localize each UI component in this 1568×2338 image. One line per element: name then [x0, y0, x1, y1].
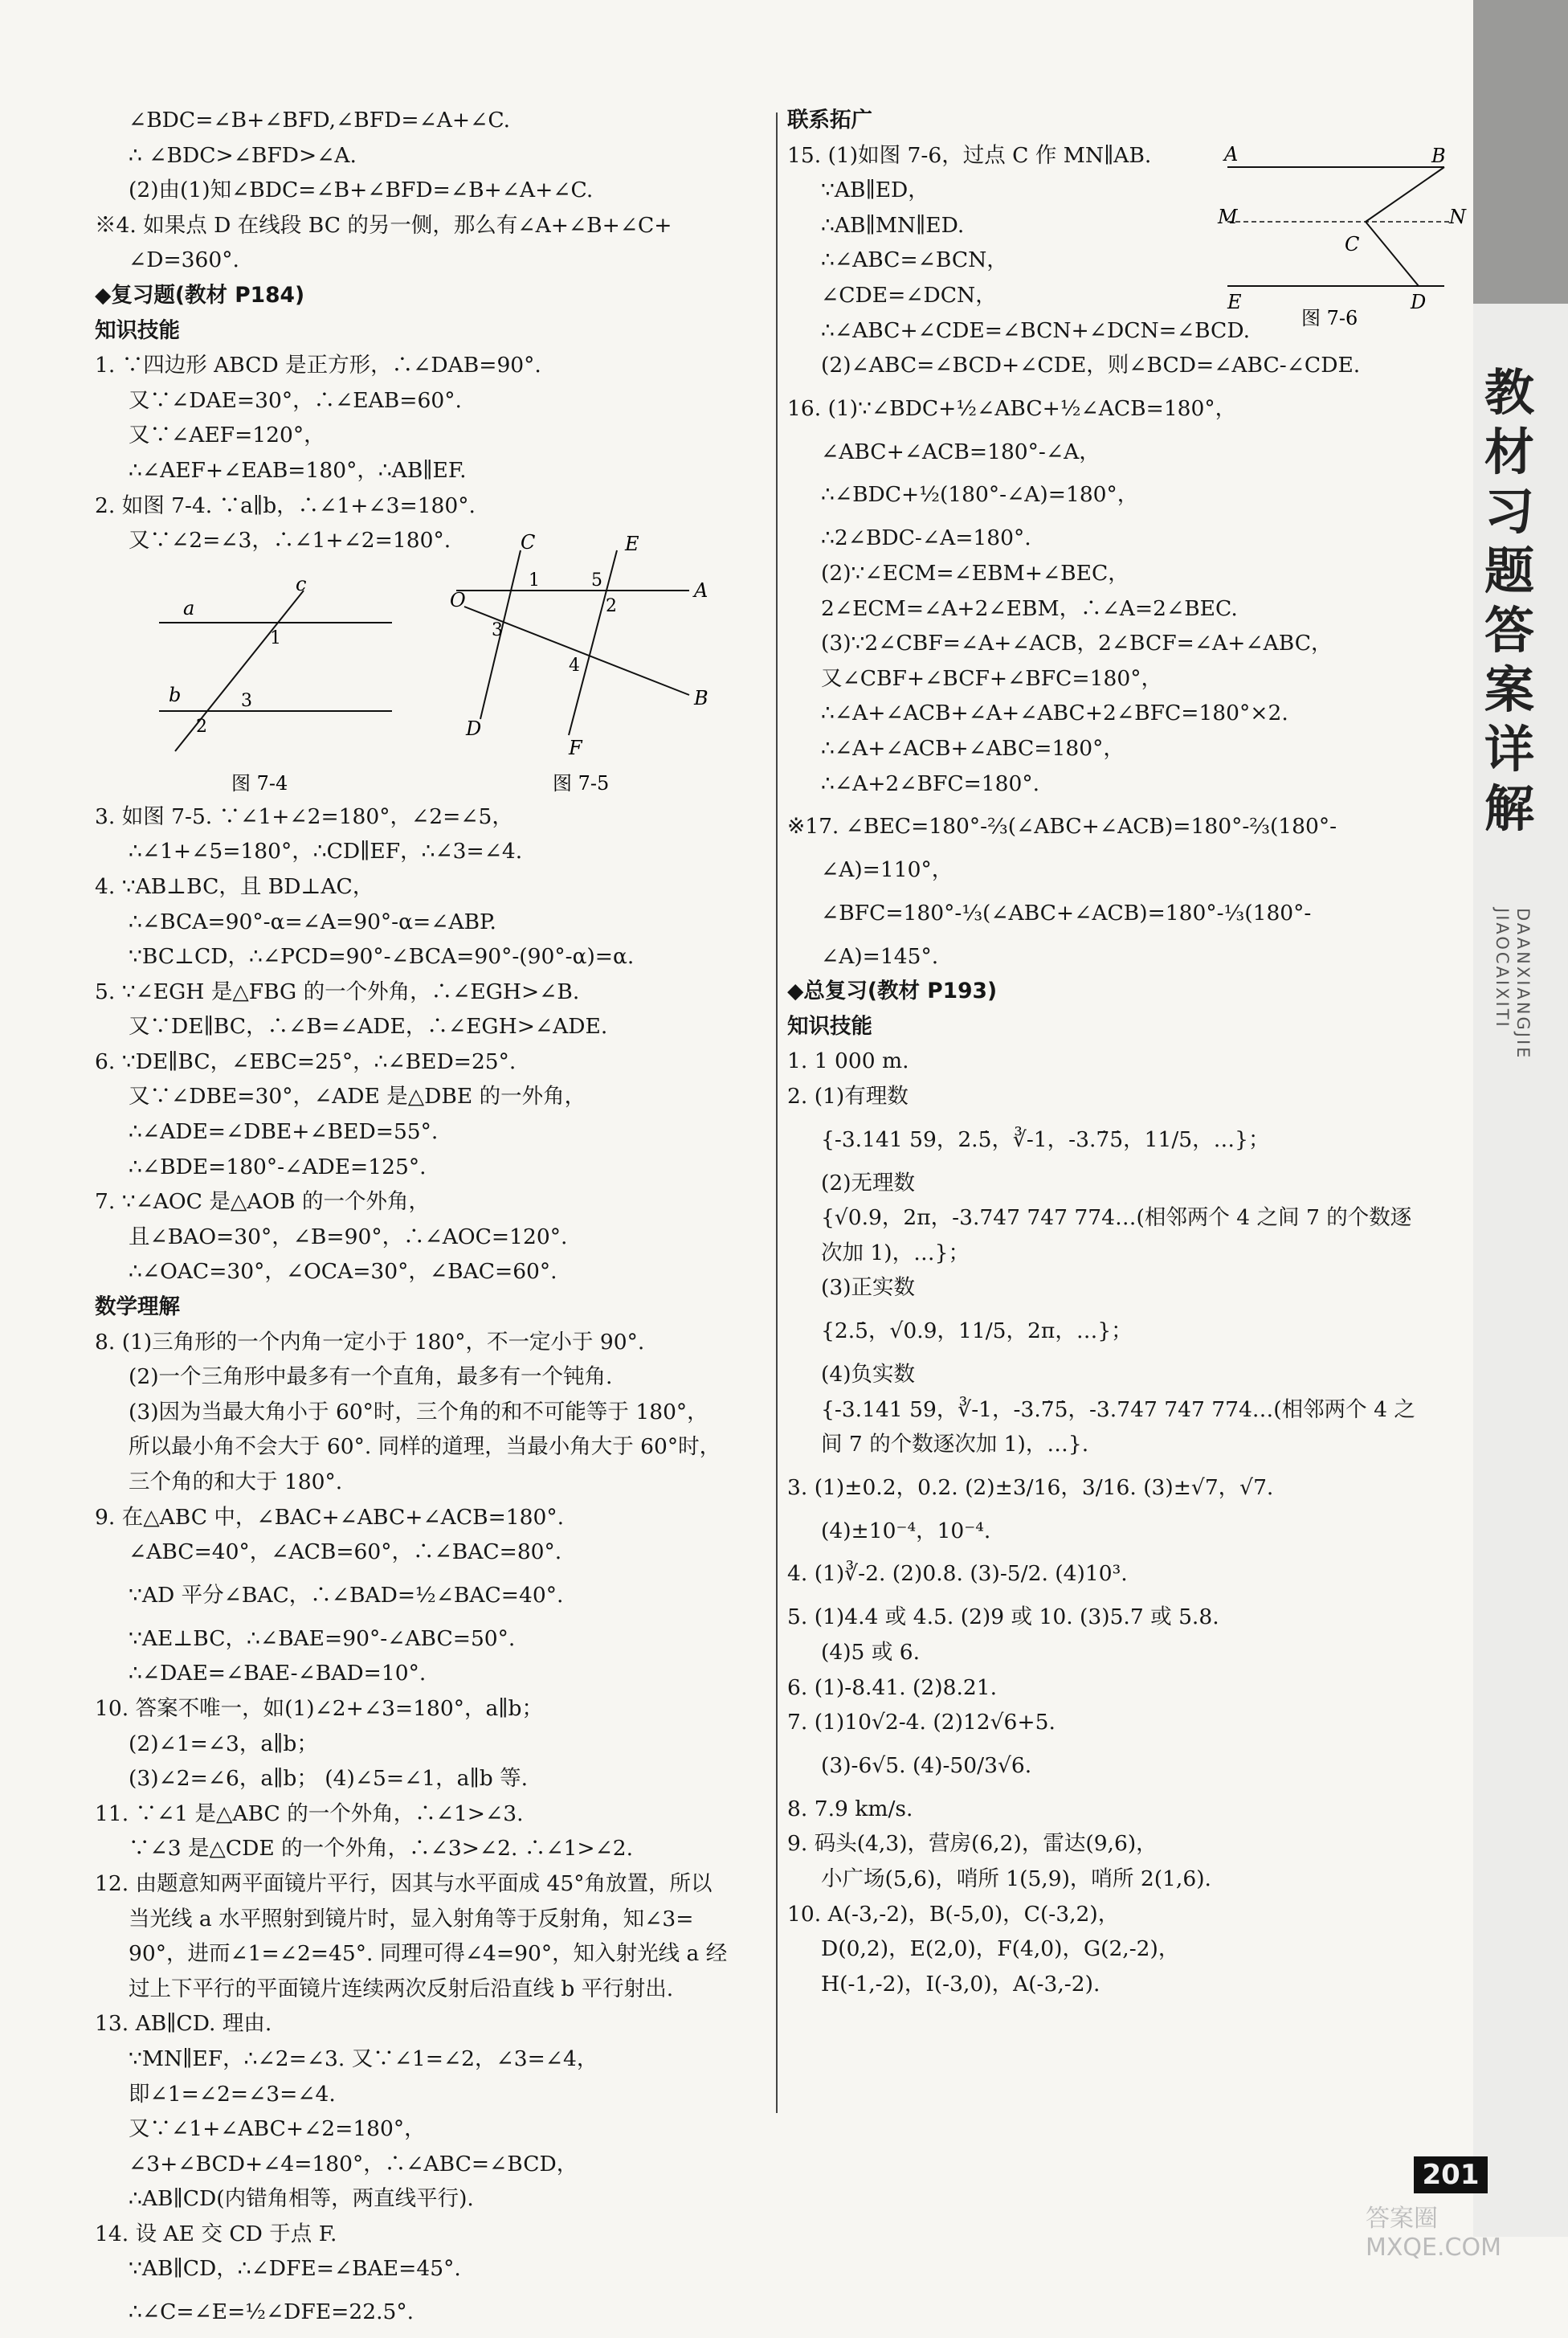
right-column: [787, 103, 1454, 2001]
svg-text:F: F: [569, 736, 582, 759]
sidebar-title-char: 材: [1484, 423, 1535, 481]
text-line: 又∵∠AEF=120°，: [129, 423, 325, 448]
text-line: 且∠BAO=30°，∠B=90°，∴∠AOC=120°.: [129, 1224, 568, 1249]
sidebar-title-char: 习: [1484, 482, 1535, 541]
text-line: ∴∠AEF+∠EAB=180°，∴AB∥EF.: [129, 457, 467, 483]
text-line: D(0,2)，E(2,0)，F(4,0)，G(2,-2)，: [821, 1936, 1180, 1962]
text-line: 14. 设 AE 交 CD 于点 F.: [95, 2221, 337, 2246]
text-line: ∠A)=110°，: [821, 857, 953, 883]
text-line: 1. ∵四边形 ABCD 是正方形，∴∠DAB=90°.: [95, 353, 541, 378]
text-line: {2.5̇，√0.9，11/5，2π，…}；: [821, 1318, 1133, 1344]
text-line: 5. (1)4.4 或 4.5. (2)9 或 10. (3)5.7 或 5.8.: [787, 1604, 1219, 1630]
sidebar-title-char: 解: [1484, 779, 1535, 838]
text-line: 3. 如图 7-5. ∵∠1+∠2=180°，∠2=∠5，: [95, 803, 513, 829]
sidebar-tab: [1473, 0, 1568, 2237]
fig75-caption: 图 7-5: [553, 771, 610, 795]
text-line: ∠3+∠BCD+∠4=180°，∴∠ABC=∠BCD，: [129, 2151, 578, 2177]
svg-text:b: b: [169, 683, 182, 706]
text-line: (3)∵2∠CBF=∠A+∠ACB，2∠BCF=∠A+∠ABC，: [821, 631, 1333, 656]
text-line: ∴∠BCA=90°-α=∠A=90°-α=∠ABP.: [129, 909, 496, 934]
text-line: ∴∠ADE=∠DBE+∠BED=55°.: [129, 1119, 439, 1145]
text-line: 2. 如图 7-4. ∵a∥b，∴∠1+∠3=180°.: [95, 493, 476, 518]
text-line: (3)因为当最大角小于 60°时，三个角的和不可能等于 180°，: [129, 1399, 708, 1424]
text-line: ∵MN∥EF，∴∠2=∠3. 又∵∠1=∠2，∠3=∠4，: [129, 2046, 598, 2071]
svg-text:E: E: [1227, 291, 1242, 313]
text-line: {-3.141 59，∛-1，-3.7̇5̇，-3.747 747 774…(相邻两个 4 之: [821, 1396, 1415, 1422]
text-line: 知识技能: [787, 1013, 872, 1039]
text-line: ∵AD 平分∠BAC，∴∠BAD=½∠BAC=40°.: [129, 1582, 564, 1608]
text-line: (3)∠2=∠6，a∥b； (4)∠5=∠1，a∥b 等.: [129, 1766, 529, 1792]
text-line: ∵AE⊥BC，∴∠BAE=90°-∠ABC=50°.: [129, 1625, 516, 1651]
text-line: 次加 1)，…}；: [821, 1240, 970, 1265]
sidebar-pinyin-1: JIAOCAIXITI: [1492, 908, 1512, 1029]
left-column: [95, 103, 778, 2338]
sidebar-title-char: 答: [1484, 601, 1535, 660]
fig74-caption: 图 7-4: [231, 771, 288, 795]
text-line: ∴∠A+∠ACB+∠A+∠ABC+2∠BFC=180°×2.: [821, 701, 1288, 726]
text-line: {√0.9，2π，-3.747 747 774…(相邻两个 4 之间 7 的个数逐: [821, 1205, 1412, 1231]
text-line: 即∠1=∠2=∠3=∠4.: [129, 2081, 336, 2107]
text-line: ◆总复习(教材 P193): [787, 979, 998, 1004]
text-line: 间 7 的个数逐次加 1)，…}.: [821, 1432, 1089, 1457]
text-line: ∴2∠BDC-∠A=180°.: [821, 525, 1031, 551]
figure-7-4: [151, 558, 408, 799]
text-line: ∴ ∠BDC>∠BFD>∠A.: [129, 142, 357, 168]
text-line: 16. (1)∵∠BDC+½∠ABC+½∠ACB=180°，: [787, 395, 1237, 421]
text-line: ※4. 如果点 D 在线段 BC 的另一侧，那么有∠A+∠B+∠C+: [95, 212, 672, 238]
text-line: 4. ∵AB⊥BC，且 BD⊥AC，: [95, 873, 374, 899]
svg-text:5: 5: [591, 570, 602, 591]
text-line: 4. (1)∛-2. (2)0.8. (3)-5/2. (4)10³.: [787, 1561, 1128, 1587]
text-line: 又∵DE∥BC，∴∠B=∠ADE，∴∠EGH>∠ADE.: [129, 1014, 608, 1040]
text-line: 3. (1)±0.2，0.2. (2)±3/16，3/16. (3)±√7，√7.: [787, 1474, 1274, 1500]
text-line: ∠CDE=∠DCN，: [821, 282, 997, 308]
text-line: ∴∠A+2∠BFC=180°.: [821, 770, 1040, 796]
sidebar-title-char: 教: [1484, 363, 1535, 422]
text-line: 10. 答案不唯一，如(1)∠2+∠3=180°，a∥b；: [95, 1695, 543, 1721]
text-line: 7. (1)10√2-4. (2)12√6+5.: [787, 1710, 1056, 1735]
svg-text:4: 4: [569, 655, 580, 676]
sidebar-title: [1484, 363, 1549, 839]
svg-text:1: 1: [270, 627, 281, 648]
page-number: 201: [1414, 2156, 1488, 2193]
text-line: (2)无理数: [821, 1170, 916, 1196]
text-line: ∵AB∥ED，: [821, 178, 929, 203]
svg-text:B: B: [1431, 145, 1446, 167]
svg-text:2: 2: [196, 716, 207, 737]
text-line: 9. 码头(4,3)，营房(6,2)，雷达(9,6)，: [787, 1831, 1158, 1857]
text-line: (2)∵∠ECM=∠EBM+∠BEC，: [821, 560, 1129, 586]
sidebar-title-char: 详: [1484, 720, 1535, 779]
text-line: (2)∠1=∠3，a∥b；: [129, 1731, 318, 1756]
svg-text:2: 2: [606, 595, 617, 616]
svg-text:O: O: [450, 588, 466, 611]
text-line: (4)±10⁻⁴，10⁻⁴.: [821, 1518, 991, 1543]
sidebar-pinyin-2: DAANXIANGJIE: [1513, 908, 1533, 1061]
text-line: 10. A(-3,-2)，B(-5,0)，C(-3,2)，: [787, 1901, 1120, 1927]
text-line: 知识技能: [95, 317, 180, 343]
text-line: 又∵∠DAE=30°，∴∠EAB=60°.: [129, 387, 462, 413]
svg-text:D: D: [1411, 291, 1427, 313]
text-line: 小广场(5,6)，哨所 1(5,9)，哨所 2(1,6).: [821, 1866, 1211, 1891]
text-line: ∵BC⊥CD，∴∠PCD=90°-∠BCA=90°-(90°-α)=α.: [129, 944, 635, 970]
text-line: 8. (1)三角形的一个内角一定小于 180°，不一定小于 90°.: [95, 1329, 645, 1355]
text-line: (3)正实数: [821, 1275, 916, 1301]
text-line: 5. ∵∠EGH 是△FBG 的一个外角，∴∠EGH>∠B.: [95, 979, 580, 1004]
text-line: ∴∠BDE=180°-∠ADE=125°.: [129, 1154, 427, 1179]
svg-text:A: A: [694, 578, 708, 602]
text-line: 6. (1)-8.41. (2)8.21.: [787, 1674, 998, 1700]
text-line: 又∵∠DBE=30°，∠ADE 是△DBE 的一外角，: [129, 1084, 586, 1110]
figure-7-6: [1211, 143, 1476, 328]
watermark: 答案圈 MXQE.COM: [1366, 2205, 1501, 2262]
svg-text:M: M: [1218, 206, 1238, 228]
sidebar-title-char: 题: [1484, 542, 1535, 600]
text-line: ∵∠3 是△CDE 的一个外角，∴∠3>∠2. ∴∠1>∠2.: [129, 1836, 634, 1862]
svg-text:3: 3: [492, 619, 503, 640]
text-line: 8. 7.9 km/s.: [787, 1796, 913, 1821]
text-line: (2)由(1)知∠BDC=∠B+∠BFD=∠B+∠A+∠C.: [129, 178, 594, 203]
text-line: ∠ABC+∠ACB=180°-∠A，: [821, 439, 1100, 464]
text-line: 11. ∵∠1 是△ABC 的一个外角，∴∠1>∠3.: [95, 1801, 524, 1826]
svg-text:a: a: [183, 596, 195, 619]
text-line: {-3.141 59，2.5̇，∛-1，-3.7̇5̇，11/5，…}；: [821, 1126, 1270, 1152]
svg-text:C: C: [521, 530, 536, 554]
sidebar-title-char: 案: [1484, 660, 1535, 719]
text-line: 7. ∵∠AOC 是△AOB 的一个外角，: [95, 1189, 430, 1215]
text-line: ∴AB∥MN∥ED.: [821, 212, 965, 238]
text-line: ∵AB∥CD，∴∠DFE=∠BAE=45°.: [129, 2256, 461, 2282]
svg-text:c: c: [296, 572, 307, 595]
text-line: ∴∠C=∠E=½∠DFE=22.5°.: [129, 2299, 414, 2325]
text-line: ∠BFC=180°-⅓(∠ABC+∠ACB)=180°-⅓(180°-: [821, 900, 1312, 926]
text-line: ∴∠BDC+½(180°-∠A)=180°，: [821, 482, 1139, 508]
svg-text:A: A: [1224, 143, 1239, 166]
text-line: H(-1,-2)，I(-3,0)，A(-3,-2).: [821, 1971, 1100, 1997]
svg-text:B: B: [694, 686, 708, 709]
text-line: ※17. ∠BEC=180°-⅔(∠ABC+∠ACB)=180°-⅔(180°-: [787, 814, 1337, 840]
text-line: ◆复习题(教材 P184): [95, 282, 305, 308]
svg-text:C: C: [1345, 233, 1360, 255]
text-line: 2∠ECM=∠A+2∠EBM，∴∠A=2∠BEC.: [821, 595, 1238, 621]
svg-text:N: N: [1449, 206, 1466, 228]
text-line: ∠A)=145°.: [821, 943, 939, 969]
text-line: 又∵∠2=∠3，∴∠1+∠2=180°.: [129, 528, 451, 554]
text-line: (4)负实数: [821, 1362, 916, 1388]
text-line: ∠BDC=∠B+∠BFD,∠BFD=∠A+∠C.: [129, 108, 511, 133]
text-line: 过上下平行的平面镜片连续两次反射后沿直线 b 平行射出.: [129, 1976, 674, 2001]
text-line: ∴∠ABC+∠CDE=∠BCN+∠DCN=∠BCD.: [821, 317, 1251, 343]
text-line: 2. (1)有理数: [787, 1084, 909, 1110]
text-line: ∴∠DAE=∠BAE-∠BAD=10°.: [129, 1661, 427, 1686]
text-line: 又∵∠1+∠ABC+∠2=180°，: [129, 2116, 426, 2142]
text-line: (4)5 或 6.: [821, 1640, 921, 1665]
text-line: 所以最小角不会大于 60°. 同样的道理，当最小角大于 60°时，: [129, 1434, 721, 1460]
text-line: 6. ∵DE∥BC，∠EBC=25°，∴∠BED=25°.: [95, 1048, 517, 1074]
text-line: (3)-6√5. (4)-50/3√6.: [821, 1752, 1032, 1778]
text-line: 15. (1)如图 7-6，过点 C 作 MN∥AB.: [787, 142, 1152, 168]
text-line: ∴AB∥CD(内错角相等，两直线平行).: [129, 2186, 474, 2212]
text-line: ∴∠A+∠ACB+∠ABC=180°，: [821, 735, 1125, 761]
figure-7-5: [448, 530, 721, 795]
text-line: ∠D=360°.: [129, 247, 239, 273]
text-line: 12. 由题意知两平面镜片平行，因其与水平面成 45°角放置，所以: [95, 1870, 713, 1896]
text-line: 9. 在△ABC 中，∠BAC+∠ABC+∠ACB=180°.: [95, 1504, 565, 1530]
text-line: 联系拓广: [787, 108, 872, 133]
text-line: 13. AB∥CD. 理由.: [95, 2011, 272, 2037]
text-line: 当光线 a 水平照射到镜片时，显入射角等于反射角，知∠3=: [129, 1906, 694, 1931]
text-line: (2)一个三角形中最多有一个直角，最多有一个钝角.: [129, 1364, 613, 1390]
text-line: ∠ABC=40°，∠ACB=60°，∴∠BAC=80°.: [129, 1539, 562, 1565]
svg-text:D: D: [466, 717, 482, 740]
fig76-caption: 图 7-6: [1301, 307, 1358, 329]
svg-text:3: 3: [241, 690, 252, 711]
text-line: ∴∠ABC=∠BCN，: [821, 247, 1008, 273]
text-line: 1. 1 000 m.: [787, 1048, 909, 1074]
text-line: 90°，进而∠1=∠2=45°. 同理可得∠4=90°，知入射光线 a 经: [129, 1941, 728, 1967]
svg-text:E: E: [625, 532, 639, 555]
svg-text:1: 1: [529, 570, 540, 591]
text-line: ∴∠OAC=30°，∠OCA=30°，∠BAC=60°.: [129, 1259, 557, 1285]
text-line: 三个角的和大于 180°.: [129, 1469, 343, 1494]
text-line: 数学理解: [95, 1294, 180, 1320]
sidebar-dark-band: [1473, 0, 1568, 304]
text-line: 又∠CBF+∠BCF+∠BFC=180°，: [821, 665, 1162, 691]
text-line: (2)∠ABC=∠BCD+∠CDE，则∠BCD=∠ABC-∠CDE.: [821, 353, 1361, 378]
text-line: ∴∠1+∠5=180°，∴CD∥EF，∴∠3=∠4.: [129, 839, 523, 864]
